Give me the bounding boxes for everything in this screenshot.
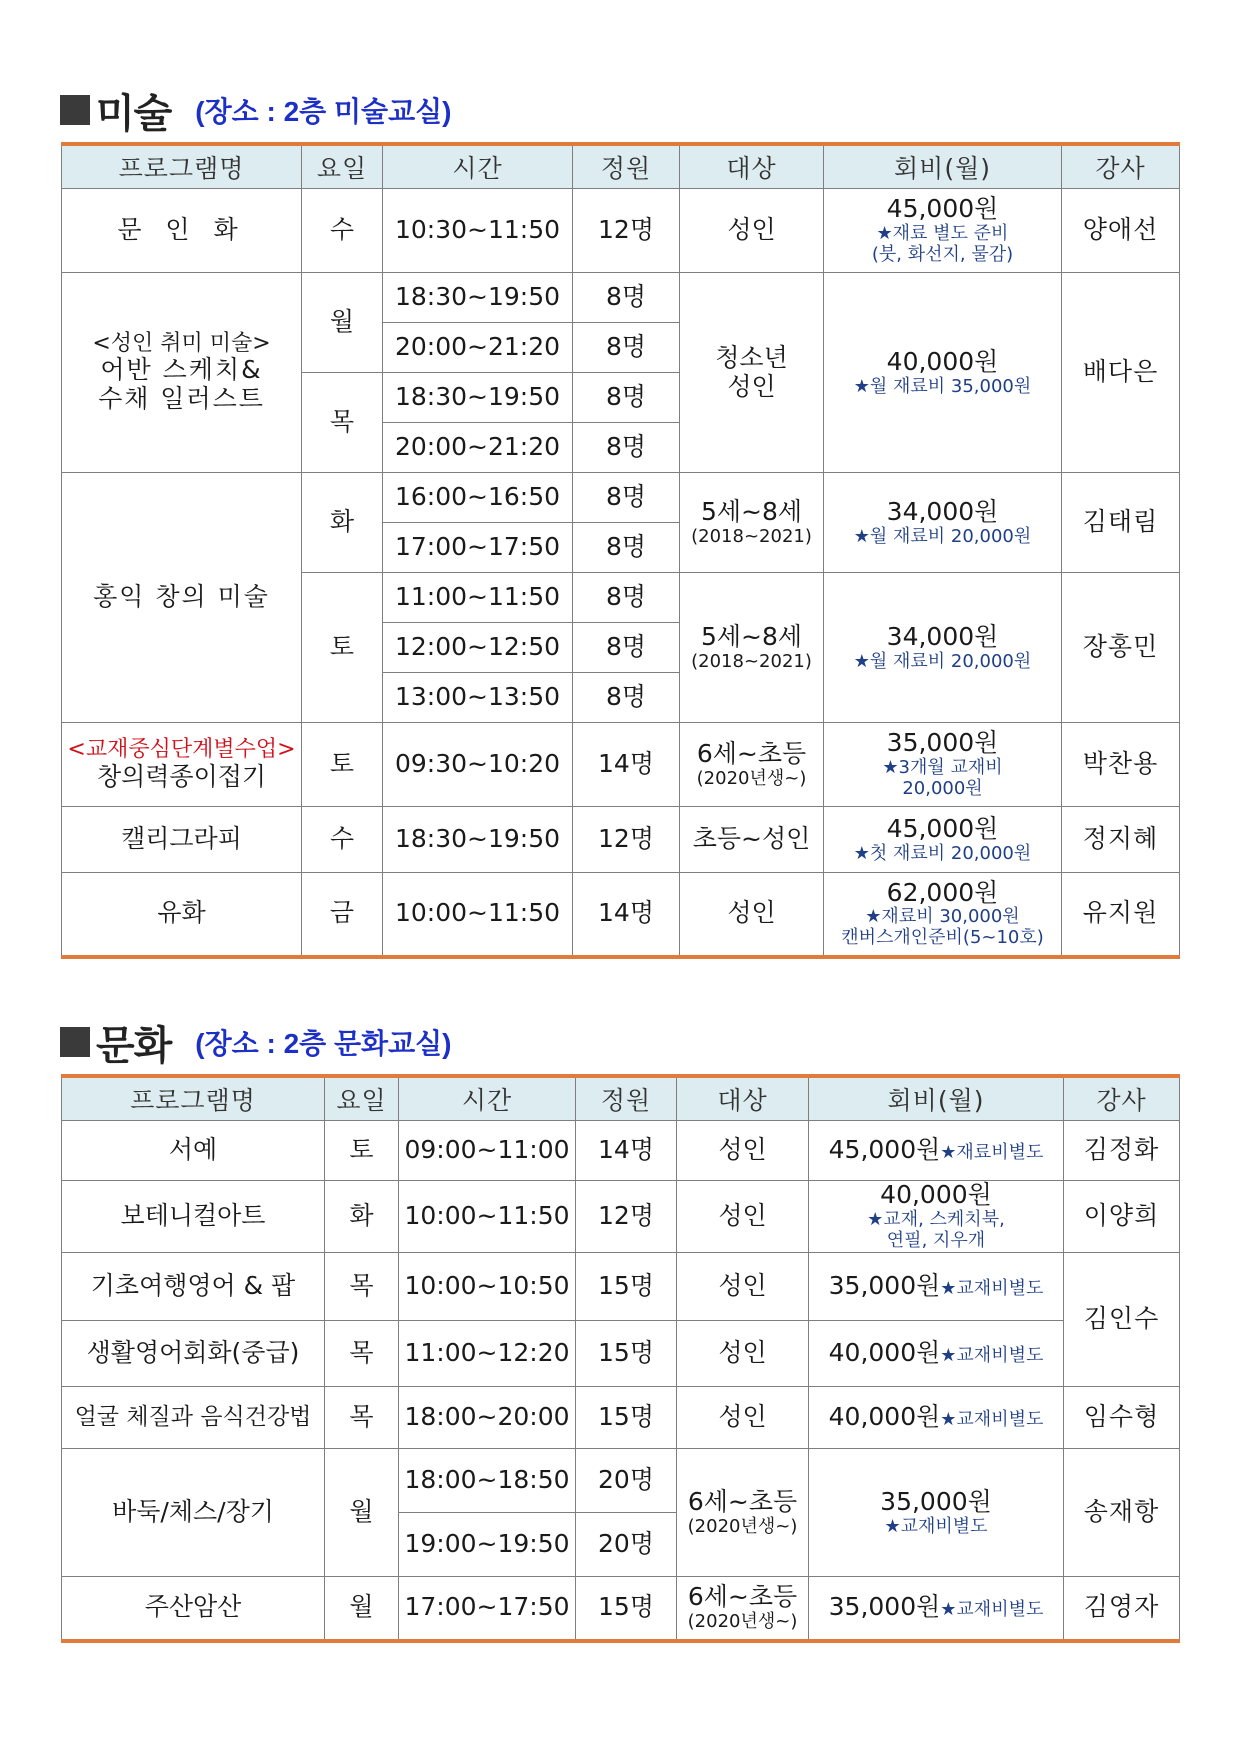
program-line: 수채 일러스트: [98, 384, 265, 414]
culture-header-row: [62, 1076, 1180, 1121]
capacity: 8명: [573, 573, 680, 623]
day: 월: [325, 1449, 399, 1577]
fee: [809, 1321, 1064, 1387]
program-name: 얼굴 체질과 음식건강법: [62, 1387, 325, 1449]
program-name: 바둑/체스/장기: [62, 1449, 325, 1577]
art-title: 미술: [96, 90, 172, 137]
table-row: [62, 1449, 1180, 1513]
capacity: 15명: [576, 1577, 677, 1641]
fee: [809, 1121, 1064, 1181]
teacher: 임수형: [1064, 1387, 1180, 1449]
culture-section-title: [60, 1012, 452, 1072]
table-row: [62, 1181, 1180, 1253]
target-sub: (2018~2021): [691, 525, 812, 547]
time: 20:00~21:20: [383, 323, 573, 373]
target-sub: (2020년생~): [687, 1610, 798, 1632]
target-line: 6세~초등: [696, 738, 807, 768]
fee: [824, 273, 1062, 473]
fee: [809, 1577, 1064, 1641]
program-name: 캘리그라피: [62, 807, 302, 873]
teacher: 송재항: [1064, 1449, 1180, 1577]
program-line: 어반 스케치&: [100, 355, 263, 385]
table-row: [62, 189, 1180, 273]
time: 18:00~20:00: [399, 1387, 576, 1449]
header-capacity: 정원: [573, 144, 680, 189]
target-line: 6세~초등: [687, 1486, 798, 1516]
day: 금: [302, 873, 383, 957]
fee-amount: 45,000원: [886, 813, 999, 843]
fee-note: ★월 재료비 20,000원: [853, 525, 1032, 547]
header-time: 시간: [399, 1076, 576, 1121]
day: 목: [325, 1387, 399, 1449]
time: 10:00~10:50: [399, 1253, 576, 1321]
fee-amount: 40,000원: [828, 1338, 941, 1368]
target-line: 5세~8세: [700, 496, 803, 526]
fee-amount: 35,000원: [886, 728, 999, 758]
capacity: 8명: [573, 323, 680, 373]
day: 수: [302, 189, 383, 273]
fee: [824, 189, 1062, 273]
target: [680, 723, 824, 807]
capacity: 14명: [573, 723, 680, 807]
fee-note: ★교재비별도: [940, 1278, 1044, 1300]
target: 성인: [677, 1387, 809, 1449]
fee-note: 캔버스개인준비(5~10호): [841, 927, 1044, 949]
capacity: 8명: [573, 373, 680, 423]
teacher: 장홍민: [1062, 573, 1180, 723]
day: 목: [325, 1253, 399, 1321]
fee-note: ★첫 재료비 20,000원: [853, 842, 1032, 864]
teacher: 정지혜: [1062, 807, 1180, 873]
target-line: 6세~초등: [687, 1582, 798, 1612]
time: 11:00~11:50: [383, 573, 573, 623]
teacher: 이양희: [1064, 1181, 1180, 1253]
header-teacher: 강사: [1062, 144, 1180, 189]
fee: [809, 1387, 1064, 1449]
target: 초등~성인: [680, 807, 824, 873]
header-time: 시간: [383, 144, 573, 189]
target: 성인: [677, 1253, 809, 1321]
target: 성인: [677, 1181, 809, 1253]
day: 화: [325, 1181, 399, 1253]
time: 11:00~12:20: [399, 1321, 576, 1387]
target: [680, 273, 824, 473]
day: 목: [302, 373, 383, 473]
table-row: [62, 873, 1180, 957]
header-program: 프로그램명: [62, 1076, 325, 1121]
fee: [824, 573, 1062, 723]
time: 12:00~12:50: [383, 623, 573, 673]
fee-amount: 35,000원: [828, 1271, 941, 1301]
art-location: (장소 : 2층 미술교실): [195, 96, 452, 127]
capacity: 8명: [573, 623, 680, 673]
header-teacher: 강사: [1064, 1076, 1180, 1121]
fee: [809, 1253, 1064, 1321]
time: 17:00~17:50: [399, 1577, 576, 1641]
fee-note: ★재료비별도: [940, 1142, 1044, 1164]
fee-amount: 40,000원: [880, 1180, 992, 1210]
capacity: 20명: [576, 1449, 677, 1513]
fee-amount: 45,000원: [886, 194, 999, 224]
fee-note: ★재료 별도 준비: [876, 223, 1009, 245]
header-program: 프로그램명: [62, 144, 302, 189]
capacity: 14명: [576, 1121, 677, 1181]
fee-note: ★월 재료비 20,000원: [853, 650, 1032, 672]
square-bullet-icon: [60, 1027, 90, 1057]
fee-note: ★3개월 교재비: [882, 757, 1003, 779]
fee-note: ★재료비 30,000원: [865, 906, 1020, 928]
target: 성인: [677, 1121, 809, 1181]
target: [677, 1577, 809, 1641]
fee-note: ★월 재료비 35,000원: [853, 375, 1032, 397]
capacity: 14명: [573, 873, 680, 957]
header-fee: 회비(월): [824, 144, 1062, 189]
capacity: 12명: [573, 807, 680, 873]
time: 17:00~17:50: [383, 523, 573, 573]
program-name: [62, 723, 302, 807]
target-sub: (2018~2021): [691, 650, 812, 672]
day: 토: [302, 723, 383, 807]
table-row: [62, 1121, 1180, 1181]
day: 목: [325, 1321, 399, 1387]
fee: [824, 873, 1062, 957]
art-header-row: [62, 144, 1180, 189]
time: 18:30~19:50: [383, 373, 573, 423]
program-subtitle: <교재중심단계별수업>: [67, 737, 296, 763]
program-name: [62, 273, 302, 473]
time: 19:00~19:50: [399, 1513, 576, 1577]
target: [677, 1449, 809, 1577]
teacher: 김태림: [1062, 473, 1180, 573]
target-sub: (2020년생~): [696, 767, 807, 789]
culture-title: 문화: [96, 1022, 172, 1069]
capacity: 8명: [573, 523, 680, 573]
program-name: 주산암산: [62, 1577, 325, 1641]
fee: [809, 1449, 1064, 1577]
capacity: 8명: [573, 273, 680, 323]
target-line: 성인: [727, 371, 776, 401]
table-row: [62, 1253, 1180, 1321]
fee-note: 20,000원: [902, 777, 983, 799]
header-target: 대상: [677, 1076, 809, 1121]
teacher: 김정화: [1064, 1121, 1180, 1181]
fee-amount: 34,000원: [886, 621, 999, 651]
header-capacity: 정원: [576, 1076, 677, 1121]
header-target: 대상: [680, 144, 824, 189]
fee: [824, 807, 1062, 873]
time: 10:00~11:50: [383, 873, 573, 957]
day: 화: [302, 473, 383, 573]
teacher: 김영자: [1064, 1577, 1180, 1641]
table-row: [62, 723, 1180, 807]
fee-amount: 34,000원: [886, 496, 999, 526]
time: 09:00~11:00: [399, 1121, 576, 1181]
table-row: [62, 807, 1180, 873]
teacher: 양애선: [1062, 189, 1180, 273]
target: 성인: [677, 1321, 809, 1387]
time: 20:00~21:20: [383, 423, 573, 473]
fee: [824, 473, 1062, 573]
fee-note: ★교재, 스케치북,: [867, 1209, 1005, 1231]
table-row: [62, 1577, 1180, 1641]
culture-location: (장소 : 2층 문화교실): [195, 1028, 452, 1059]
time: 18:00~18:50: [399, 1449, 576, 1513]
fee-note: ★교재비별도: [940, 1599, 1044, 1621]
capacity: 12명: [573, 189, 680, 273]
fee-note: 연필, 지우개: [886, 1229, 986, 1251]
fee-note: ★교재비별도: [940, 1345, 1044, 1367]
fee-amount: 35,000원: [828, 1592, 941, 1622]
target: 성인: [680, 873, 824, 957]
program-name: 기초여행영어 & 팝: [62, 1253, 325, 1321]
fee-note: ★교재비별도: [884, 1515, 988, 1537]
target: [680, 473, 824, 573]
program-name: 홍익 창의 미술: [62, 473, 302, 723]
capacity: 15명: [576, 1387, 677, 1449]
fee-note: ★교재비별도: [940, 1409, 1044, 1431]
table-row: [62, 1387, 1180, 1449]
art-section-title: [60, 80, 452, 140]
program-line: 창의력종이접기: [96, 761, 267, 791]
fee-amount: 40,000원: [828, 1402, 941, 1432]
target-sub: (2020년생~): [687, 1515, 798, 1537]
target-line: 5세~8세: [700, 621, 803, 651]
day: 월: [325, 1577, 399, 1641]
header-day: 요일: [325, 1076, 399, 1121]
program-name: 서예: [62, 1121, 325, 1181]
capacity: 15명: [576, 1253, 677, 1321]
day: 토: [325, 1121, 399, 1181]
day: 토: [302, 573, 383, 723]
program-name: 문 인 화: [62, 189, 302, 273]
teacher: 유지원: [1062, 873, 1180, 957]
time: 16:00~16:50: [383, 473, 573, 523]
header-day: 요일: [302, 144, 383, 189]
time: 13:00~13:50: [383, 673, 573, 723]
teacher: 배다은: [1062, 273, 1180, 473]
target: 성인: [680, 189, 824, 273]
time: 18:30~19:50: [383, 807, 573, 873]
fee: [809, 1181, 1064, 1253]
capacity: 15명: [576, 1321, 677, 1387]
capacity: 8명: [573, 423, 680, 473]
program-name: 유화: [62, 873, 302, 957]
fee: [824, 723, 1062, 807]
fee-amount: 62,000원: [886, 877, 999, 907]
culture-table: [61, 1074, 1180, 1643]
square-bullet-icon: [60, 95, 90, 125]
fee-note: (붓, 화선지, 물감): [871, 243, 1014, 265]
capacity: 20명: [576, 1513, 677, 1577]
header-fee: 회비(월): [809, 1076, 1064, 1121]
fee-amount: 45,000원: [828, 1135, 941, 1165]
program-name: 보테니컬아트: [62, 1181, 325, 1253]
capacity: 8명: [573, 673, 680, 723]
fee-amount: 40,000원: [886, 346, 999, 376]
day: 월: [302, 273, 383, 373]
time: 10:00~11:50: [399, 1181, 576, 1253]
teacher: 김인수: [1064, 1253, 1180, 1387]
table-row: [62, 273, 1180, 323]
capacity: 8명: [573, 473, 680, 523]
time: 18:30~19:50: [383, 273, 573, 323]
day: 수: [302, 807, 383, 873]
table-row: [62, 473, 1180, 523]
program-subtitle: <성인 취미 미술>: [92, 331, 271, 357]
time: 09:30~10:20: [383, 723, 573, 807]
target: [680, 573, 824, 723]
capacity: 12명: [576, 1181, 677, 1253]
target-line: 청소년: [715, 342, 788, 372]
fee-amount: 35,000원: [880, 1486, 992, 1516]
time: 10:30~11:50: [383, 189, 573, 273]
table-row: [62, 1321, 1180, 1387]
art-table: [61, 142, 1180, 959]
program-name: 생활영어회화(중급): [62, 1321, 325, 1387]
teacher: 박찬용: [1062, 723, 1180, 807]
